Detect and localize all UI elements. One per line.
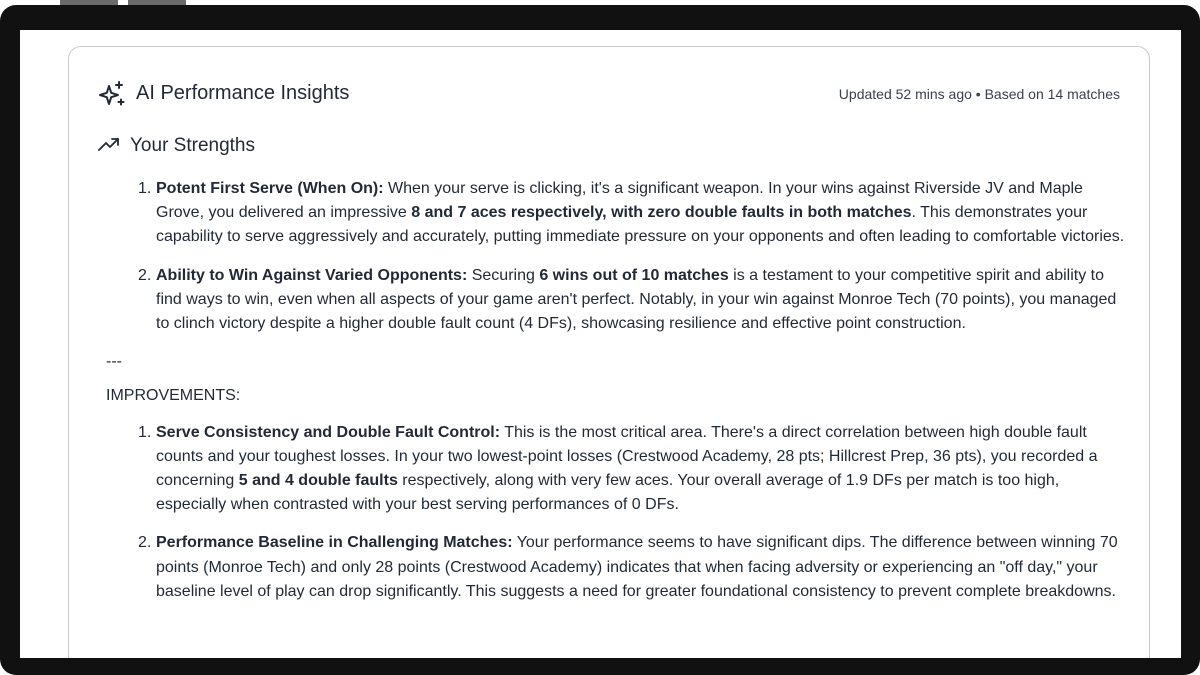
item-title: Performance Baseline in Challenging Matches:	[156, 534, 513, 552]
list-item	[131, 177, 1131, 250]
divider: ---	[106, 353, 122, 371]
item-number: 2.	[138, 534, 152, 552]
item-text: This is the most critical area. There's a direct correlation between high double fault counts and your toughest losses. In your two lowest-point losses (Crestwood Academy, 28 pts; Hillcrest Prep, 36 pts), you recorded a concerning	[156, 423, 1098, 490]
item-text: Your performance seems to have significant dips. The difference between winning 70 points (Monroe Tech) and only 28 points (Crestwood Academy) indicates that when facing adversity or experiencing an "off day," your baseline level of play can drop significantly. This suggests a need for greater foundational consistency to prevent complete breakdowns.	[156, 534, 1118, 600]
trending-up-icon	[98, 137, 120, 153]
item-number: 1.	[138, 423, 152, 441]
list-item	[131, 531, 1131, 604]
item-title: Ability to Win Against Varied Opponents:	[156, 266, 468, 284]
item-title: Serve Consistency and Double Fault Control:	[156, 423, 501, 441]
improvements-list	[131, 421, 1131, 604]
strengths-list	[131, 177, 1131, 336]
item-highlight: 6 wins out of 10 matches	[539, 266, 729, 284]
item-text: Securing	[467, 266, 540, 284]
item-text: is a testament to your competitive spirit and ability to find ways to win, even when all aspects of your game aren't perfect. Notably, in your win against Monroe Tech (70 points), you managed to clinch victory despite a higher double fault count (4 DFs), showcasing resilience and effective point construction.	[156, 266, 1117, 333]
item-title: Potent First Serve (When On):	[156, 180, 384, 197]
insights-card	[68, 46, 1150, 658]
improvements-heading: IMPROVEMENTS:	[106, 387, 241, 405]
card-title: AI Performance Insights	[136, 82, 350, 104]
item-highlight: 5 and 4 double faults	[238, 472, 398, 490]
item-number: 2.	[138, 266, 152, 284]
item-text: When your serve is clicking, it's a significant weapon. In your wins against Riverside JV and Maple Grove, you delivered an impressive	[156, 180, 1083, 222]
strengths-heading: Your Strengths	[130, 135, 255, 156]
screen	[20, 30, 1181, 658]
sparkle-icon	[98, 80, 126, 108]
device-frame	[0, 5, 1200, 675]
item-highlight: 8 and 7 aces respectively, with zero double faults in both matches	[411, 204, 912, 222]
update-status: Updated 52 mins ago • Based on 14 matches	[838, 86, 1120, 102]
item-text: respectively, along with very few aces. Your overall average of 1.9 DFs per match is too high, especially when contrasted with your best serving performances of 0 DFs.	[156, 472, 1060, 514]
item-text: . This demonstrates your capability to serve aggressively and accurately, putting immediate pressure on your opponents and often leading to comfortable victories.	[156, 204, 1125, 246]
item-number: 1.	[138, 180, 152, 197]
list-item	[131, 264, 1131, 337]
list-item	[131, 421, 1131, 518]
card-header	[98, 80, 1120, 110]
insights-content	[106, 177, 1131, 618]
